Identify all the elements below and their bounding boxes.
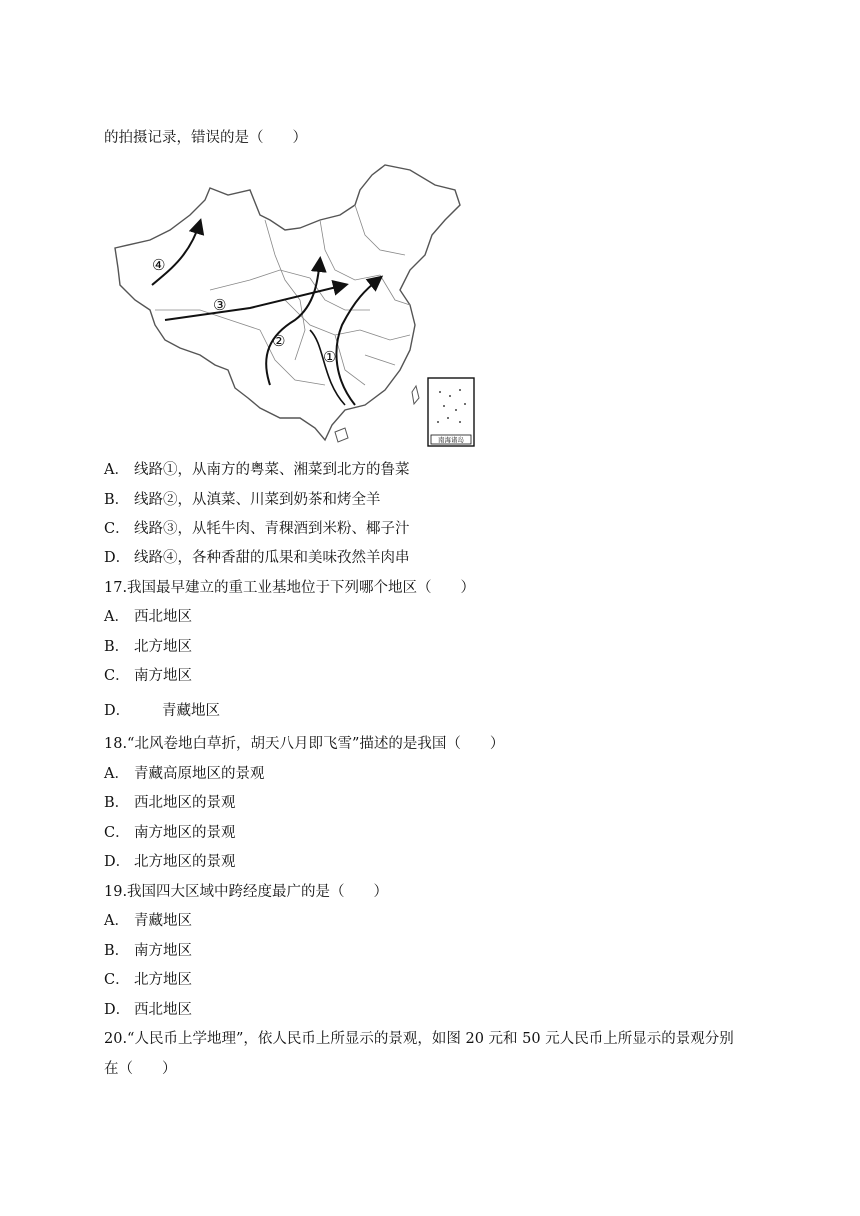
option-text: 北方地区 <box>134 972 192 988</box>
option-letter: D． <box>104 550 131 566</box>
inset-label: 南海诸岛 <box>438 436 464 444</box>
option-text: 青藏地区 <box>162 703 220 719</box>
q20-stem-line1: 20.“人民币上学地理”，依人民币上所显示的景观，如图 20 元和 50 元人民币上所显示的景观分别 <box>104 1031 734 1047</box>
option-text: 青藏地区 <box>134 913 192 929</box>
option-letter: C． <box>104 521 130 537</box>
q20-stem-line2: 在（ ） <box>104 1061 177 1077</box>
q18-option-a[interactable] <box>104 764 265 784</box>
q16-option-c[interactable] <box>104 519 410 539</box>
q18-stem: 18.“北风卷地白草折，胡天八月即飞雪”描述的是我国（ ） <box>104 736 505 752</box>
option-text: 北方地区 <box>134 639 192 655</box>
option-text: 青藏高原地区的景观 <box>134 766 265 782</box>
q19-option-d[interactable] <box>104 1000 192 1020</box>
route-4-label: ④ <box>152 256 166 274</box>
q16-option-a[interactable] <box>104 460 410 480</box>
option-letter: B． <box>104 492 130 508</box>
q17-stem: 17.我国最早建立的重工业基地位于下列哪个地区（ ） <box>104 580 476 596</box>
intro-line: 的拍摄记录，错误的是（ ） <box>104 130 307 146</box>
option-text: 线路④，各种香甜的瓜果和美味孜然羊肉串 <box>134 550 410 566</box>
q18-option-d[interactable] <box>104 852 236 872</box>
q17-option-a[interactable] <box>104 607 192 627</box>
option-text: 北方地区的景观 <box>134 854 236 870</box>
q19-stem: 19.我国四大区域中跨经度最广的是（ ） <box>104 884 389 900</box>
option-text: 线路②，从滇菜、川菜到奶茶和烤全羊 <box>134 492 381 508</box>
option-letter: C． <box>104 825 130 841</box>
south-sea-inset <box>428 378 474 446</box>
q16-option-d[interactable] <box>104 548 410 568</box>
option-letter: A． <box>104 913 129 929</box>
option-letter: D． <box>104 854 131 870</box>
route-1-label: ① <box>323 348 337 366</box>
option-text: 线路③，从牦牛肉、青稞酒到米粉、椰子汁 <box>134 521 410 537</box>
q18-option-c[interactable] <box>104 823 236 843</box>
route-3-label: ③ <box>213 296 227 314</box>
q18-option-b[interactable] <box>104 793 236 813</box>
option-text: 南方地区的景观 <box>134 825 236 841</box>
option-letter: C． <box>104 668 130 684</box>
option-text: 西北地区 <box>134 609 192 625</box>
q17-option-d[interactable] <box>104 701 220 721</box>
option-letter: D． <box>104 703 131 719</box>
option-letter: A． <box>104 609 129 625</box>
q17-option-b[interactable] <box>104 637 192 657</box>
q16-option-b[interactable] <box>104 490 381 510</box>
china-map-figure <box>110 160 480 450</box>
option-letter: B． <box>104 795 130 811</box>
q17-option-c[interactable] <box>104 666 192 686</box>
q19-option-c[interactable] <box>104 970 192 990</box>
option-letter: A． <box>104 766 129 782</box>
option-text: 线路①，从南方的粤菜、湘菜到北方的鲁菜 <box>134 462 410 478</box>
option-text: 南方地区 <box>134 943 192 959</box>
q19-option-b[interactable] <box>104 941 192 961</box>
option-letter: C． <box>104 972 130 988</box>
option-text: 西北地区的景观 <box>134 795 236 811</box>
option-text: 西北地区 <box>134 1002 192 1018</box>
q19-option-a[interactable] <box>104 911 192 931</box>
hainan-island <box>335 428 348 442</box>
option-letter: B． <box>104 943 130 959</box>
route-2-label: ② <box>272 332 286 350</box>
option-letter: A． <box>104 462 129 478</box>
option-letter: D． <box>104 1002 131 1018</box>
option-letter: B． <box>104 639 130 655</box>
china-map <box>110 160 480 450</box>
option-text: 南方地区 <box>134 668 192 684</box>
taiwan-island <box>412 386 419 404</box>
